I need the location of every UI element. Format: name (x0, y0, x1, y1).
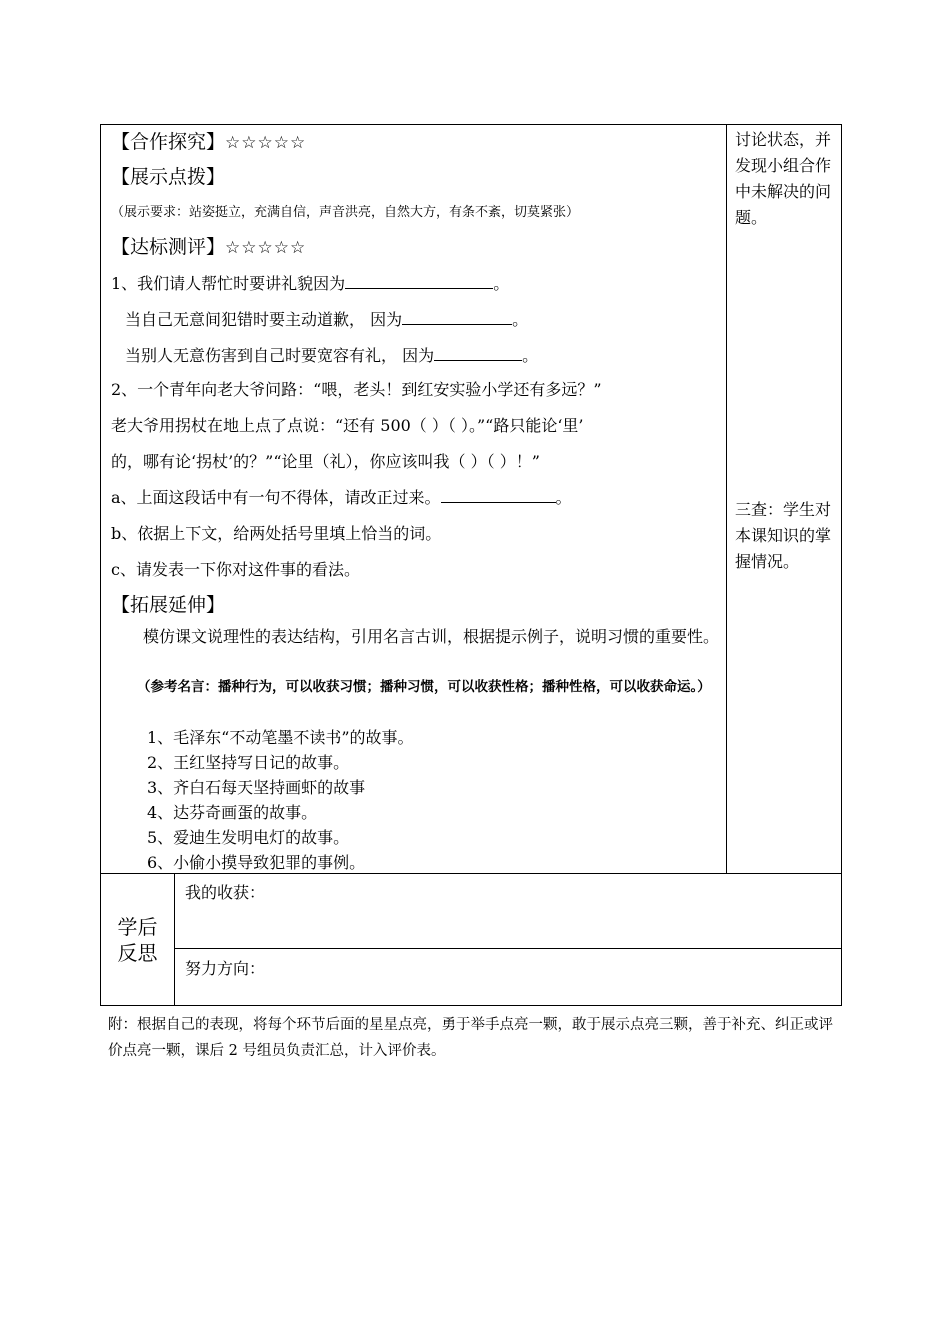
lesson-table (100, 124, 842, 1006)
question-1c-text: 当别人无意伤害到自己时要宽容有礼， 因为 (125, 346, 435, 365)
direction-label: 努力方向： (185, 959, 266, 978)
notes-column (727, 125, 841, 873)
assess-heading: 【达标测评】 (111, 236, 226, 258)
example-item-5: 5、爱迪生发明电灯的故事。 (147, 828, 350, 847)
period: 。 (522, 346, 539, 365)
gain-label: 我的收获： (185, 883, 266, 902)
answer-blank-2a[interactable] (441, 486, 556, 503)
question-2-line-1: 2、一个青年向老大爷问路：“喂，老头！到红安实验小学还有多远？” (111, 380, 602, 399)
cooperate-heading: 【合作探究】 (111, 131, 226, 153)
cooperate-heading-row (111, 127, 306, 154)
answer-blank-1b[interactable] (402, 308, 512, 325)
assess-stars[interactable]: ☆☆☆☆☆ (225, 238, 307, 258)
content-column (101, 125, 727, 873)
gain-field[interactable] (175, 874, 841, 949)
example-item-4: 4、达芬奇画蛋的故事。 (147, 803, 318, 822)
example-item-1: 1、毛泽东“不动笔墨不读书”的故事。 (147, 728, 414, 747)
example-item-2: 2、王红坚持写日记的故事。 (147, 753, 350, 772)
question-1a (111, 271, 509, 294)
example-item-3: 3、齐白石每天坚持画虾的故事 (147, 778, 366, 797)
question-2-line-2: 老大爷用拐杖在地上点了点说：“还有 500（ ）（ ）。”“路只能论‘里’ (111, 416, 584, 435)
reflection-label-line-2: 反思 (117, 941, 158, 965)
extend-heading-row (111, 590, 225, 617)
cooperate-stars[interactable]: ☆☆☆☆☆ (225, 133, 307, 153)
question-2c: c、请发表一下你对这件事的看法。 (111, 560, 360, 579)
footer-note: 附：根据自己的表现，将每个环节后面的星星点亮，勇于举手点亮一颗，敢于展示点亮三颗，善于补充、纠正或评价点亮一颗，课后 2 号组员负责汇总，计入评价表。 (108, 1017, 833, 1059)
reflection-label-line-1: 学后 (117, 915, 158, 939)
period: 。 (555, 488, 572, 507)
question-1a-text: 1、我们请人帮忙时要讲礼貌因为 (111, 274, 346, 293)
reflection-label (101, 874, 175, 1006)
question-1c (125, 343, 538, 366)
display-heading-row (111, 162, 225, 189)
answer-blank-1c[interactable] (434, 344, 522, 361)
display-heading: 【展示点拨】 (111, 166, 226, 188)
question-2a-text: a、上面这段话中有一句不得体，请改正过来。 (111, 488, 441, 507)
example-item-6: 6、小偷小摸导致犯罪的事例。 (147, 853, 366, 872)
display-requirement: （展示要求：站姿挺立，充满自信，声音洪亮，自然大方，有条不紊，切莫紧张） (111, 205, 580, 220)
question-2b: b、依据上下文，给两处括号里填上恰当的词。 (111, 524, 442, 543)
direction-field[interactable] (175, 949, 841, 1006)
extend-intro: 模仿课文说理性的表达结构，引用名言古训，根据提示例子，说明习惯的重要性。 (143, 627, 720, 646)
period: 。 (512, 310, 529, 329)
period: 。 (493, 274, 510, 293)
assess-heading-row (111, 232, 306, 259)
question-2a (111, 485, 572, 508)
question-1b-text: 当自己无意间犯错时要主动道歉， 因为 (125, 310, 403, 329)
side-note-discussion: 讨论状态，并发现小组合作中未解决的问题。 (735, 130, 832, 227)
reflection-row (101, 873, 841, 1006)
answer-blank-1a[interactable] (345, 272, 493, 289)
reference-quote: （参考名言：播种行为，可以收获习惯；播种习惯，可以收获性格；播种性格，可以收获命运。） (137, 679, 711, 695)
question-1b (125, 307, 528, 330)
extend-heading: 【拓展延伸】 (111, 594, 226, 616)
side-note-check: 三查：学生对本课知识的掌握情况。 (735, 500, 832, 571)
question-2-line-3: 的，哪有论‘拐杖’的？”“论里（礼），你应该叫我（ ）（ ）！” (111, 452, 540, 471)
